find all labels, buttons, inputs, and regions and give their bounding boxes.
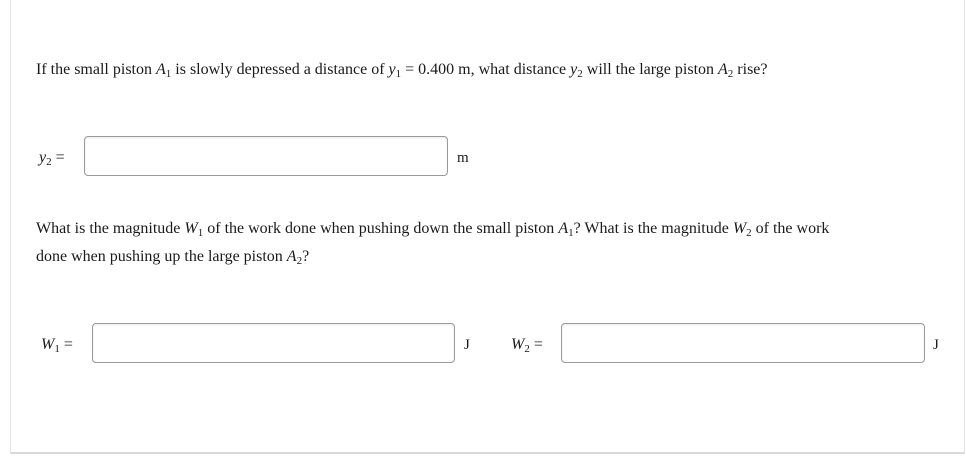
subscript-2: 2 <box>296 255 303 267</box>
w2-label <box>511 336 543 354</box>
subscript-2: 2 <box>46 156 52 168</box>
question-2-line-1 <box>36 215 829 244</box>
subscript-2: 2 <box>577 68 583 80</box>
subscript-2: 2 <box>524 343 530 355</box>
subscript-1: 1 <box>395 68 402 80</box>
w2-answer-input[interactable] <box>561 323 925 363</box>
q2-text-part: of the work <box>751 220 830 237</box>
w1-answer-input[interactable] <box>92 323 455 363</box>
w1-unit: J <box>464 337 470 353</box>
q1-text-part: = 0.400 m, what distance <box>401 61 571 78</box>
equals-sign: = <box>529 336 543 353</box>
y2-unit: m <box>457 150 469 166</box>
subscript-2: 2 <box>727 68 734 80</box>
subscript-1: 1 <box>197 227 204 239</box>
var-y: y <box>388 61 396 78</box>
var-A: A <box>718 61 728 78</box>
var-y: y <box>39 149 47 166</box>
subscript-1: 1 <box>568 227 574 239</box>
var-y: y <box>570 61 578 78</box>
var-W: W <box>184 220 198 237</box>
q2-text-part: done when pushing up the large piston <box>36 248 287 265</box>
var-W: W <box>41 336 55 353</box>
equals-sign: = <box>51 149 65 166</box>
subscript-2: 2 <box>746 227 752 239</box>
q1-text-part: If the small piston <box>36 61 156 78</box>
q1-text-part: is slowly depressed a distance of <box>171 61 389 78</box>
q1-text-part: will the large piston <box>582 61 719 78</box>
subscript-1: 1 <box>54 343 60 355</box>
var-A: A <box>155 61 166 78</box>
var-A: A <box>558 220 569 237</box>
question-2-line-2 <box>36 243 309 272</box>
q2-text-part: ? <box>302 248 310 265</box>
q1-text-part: rise? <box>733 61 768 78</box>
var-W: W <box>511 336 525 353</box>
q2-text-part: What is the magnitude <box>36 220 185 237</box>
var-W: W <box>732 220 747 237</box>
var-A: A <box>286 248 297 265</box>
question-1-text <box>36 56 768 85</box>
equals-sign: = <box>59 336 73 353</box>
q2-text-part: ? What is the magnitude <box>573 220 733 237</box>
w2-unit: J <box>933 337 939 353</box>
question-panel <box>10 0 965 454</box>
q2-text-part: of the work done when pushing down the small piston <box>203 220 559 237</box>
y2-label <box>39 149 65 167</box>
y2-answer-input[interactable] <box>84 136 448 176</box>
w1-label <box>41 336 73 354</box>
subscript-1: 1 <box>165 68 172 80</box>
